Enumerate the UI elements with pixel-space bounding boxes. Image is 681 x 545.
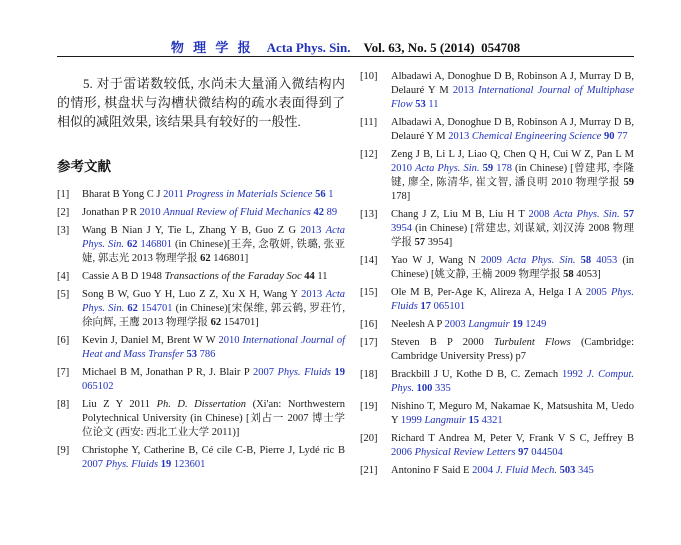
reference-text xyxy=(82,206,345,220)
reference-number: [18] xyxy=(360,369,378,380)
reference-text xyxy=(391,70,634,112)
reference-text xyxy=(82,188,345,202)
citation-link[interactable]: 786 xyxy=(199,349,216,360)
reference-number: [4] xyxy=(57,271,70,282)
reference-text xyxy=(391,208,634,250)
reference-number: [15] xyxy=(360,287,378,298)
reference-text xyxy=(391,464,634,478)
citation-link[interactable]: 3954 xyxy=(391,223,416,234)
citation-link[interactable]: 1249 xyxy=(525,319,547,330)
reference-segment: Cassie A B D 1948 xyxy=(82,271,165,282)
citation-link[interactable]: 53 xyxy=(186,349,200,360)
reference-item xyxy=(360,148,634,204)
reference-segment: (in Chinese)[王奔, 念敬妍, 铁璐, 张亚婕, 郭志光 2013 物理学报 xyxy=(82,239,346,264)
references-list-left xyxy=(57,188,345,472)
reference-segment: Richard T Andrea M, Peter V, Frank V S C, Jeffrey B xyxy=(391,433,634,444)
reference-text xyxy=(82,270,345,284)
citation-link[interactable]: Physical Review Letters xyxy=(414,447,519,458)
citation-link[interactable]: 044504 xyxy=(531,447,563,458)
citation-link[interactable]: 154701 xyxy=(141,303,176,314)
citation-link[interactable]: J. Comput. Phys. xyxy=(391,369,634,394)
reference-item xyxy=(360,286,634,314)
citation-link[interactable]: 90 xyxy=(603,131,618,142)
reference-text xyxy=(82,288,345,330)
citation-link[interactable]: 065101 xyxy=(433,301,466,312)
citation-link[interactable]: 2013 xyxy=(301,289,326,300)
citation-link[interactable]: 53 xyxy=(415,99,429,110)
reference-text xyxy=(391,400,634,428)
reference-item xyxy=(57,270,345,284)
citation-link[interactable]: 2009 xyxy=(480,255,507,266)
citation-link[interactable]: 2006 xyxy=(391,447,415,458)
reference-number: [12] xyxy=(360,149,378,160)
reference-text xyxy=(82,444,345,472)
reference-segment: 62 xyxy=(200,253,214,264)
reference-segment: Yao W J, Wang N xyxy=(391,255,481,266)
citation-link[interactable]: 57 xyxy=(623,209,634,220)
reference-text xyxy=(82,224,345,266)
reference-segment: 4053] xyxy=(576,269,601,280)
citation-link[interactable]: 62 xyxy=(127,239,141,250)
citation-link[interactable]: J. Fluid Mech. xyxy=(495,465,560,476)
reference-number: [11] xyxy=(360,117,378,128)
citation-link[interactable]: 89 xyxy=(326,207,338,218)
reference-segment: Michael B M, Jonathan P R, J. Blair P xyxy=(82,367,253,378)
reference-item xyxy=(360,368,634,396)
reference-segment: Brackbill J U, Kothe D B, C. Zemach xyxy=(391,369,562,380)
reference-text xyxy=(82,334,345,362)
citation-link[interactable]: 58 xyxy=(580,255,597,266)
citation-link[interactable]: 2010 xyxy=(391,163,416,174)
citation-link[interactable]: 2013 xyxy=(448,131,472,142)
conclusion-paragraph: 5. 对于雷诺数较低, 水尚未大量涌入微结构内的情形, 棋盘状与沟槽状微结构的疏水表面得到了相似的减阻效果, 该结果具有较好的一般性. xyxy=(57,76,345,129)
citation-link[interactable]: 19 xyxy=(512,319,526,330)
reference-text xyxy=(82,398,345,440)
reference-item xyxy=(360,116,634,144)
reference-number: [20] xyxy=(360,433,378,444)
reference-item xyxy=(360,254,634,282)
citation-link[interactable]: 42 xyxy=(313,207,327,218)
reference-item xyxy=(57,444,345,472)
citation-link[interactable]: 15 xyxy=(468,415,482,426)
citation-link[interactable]: 2011 xyxy=(163,189,187,200)
citation-link[interactable]: 2010 xyxy=(218,335,243,346)
reference-segment: Turbulent Flows xyxy=(493,337,581,348)
reference-text xyxy=(391,116,634,144)
citation-link[interactable]: Progress in Materials Science xyxy=(186,189,316,200)
citation-link[interactable]: 123601 xyxy=(173,459,206,470)
reference-segment: (Xi'an: Northwestern Polytechnical University (in Chinese) [刘占一 2007 博士学位论文 (西安: 西北工业大学 2011)] xyxy=(82,399,345,438)
reference-item xyxy=(360,464,634,478)
citation-link[interactable]: 97 xyxy=(518,447,532,458)
citation-link[interactable]: 2004 xyxy=(472,465,496,476)
reference-item xyxy=(57,206,345,220)
reference-number: [3] xyxy=(57,225,70,236)
citation-link[interactable]: Acta Phys. Sin. xyxy=(415,163,483,174)
reference-segment: Chang J Z, Liu M B, Liu H T xyxy=(391,209,529,220)
reference-item xyxy=(57,224,345,266)
citation-link[interactable]: 2013 xyxy=(452,85,479,96)
reference-text xyxy=(391,286,634,314)
reference-text xyxy=(391,148,634,204)
citation-link[interactable]: 1999 xyxy=(400,415,425,426)
reference-segment: 59 xyxy=(623,177,634,188)
reference-number: [10] xyxy=(360,71,378,82)
reference-segment: Steven B P 2000 xyxy=(391,337,494,348)
reference-segment: 44 xyxy=(304,271,318,282)
citation-link[interactable]: International Journal of Multiphase Flow xyxy=(391,85,635,110)
citation-link[interactable]: 2010 xyxy=(139,207,164,218)
reference-segment: 178] xyxy=(391,191,411,202)
reference-number: [16] xyxy=(360,319,378,330)
reference-segment: Albadawi A, Donoghue D B, Robinson A J, Murray D B, Delauré Y M xyxy=(391,117,634,142)
reference-text xyxy=(391,318,634,332)
citation-link[interactable]: 11 xyxy=(428,99,439,110)
journal-title-chinese: 物 理 学 报 xyxy=(170,40,254,55)
reference-item xyxy=(360,208,634,250)
reference-number: [8] xyxy=(57,399,70,410)
reference-segment: (in Chinese) [姚文静, 王楠 2009 物理学报 xyxy=(391,255,635,280)
reference-number: [7] xyxy=(57,367,70,378)
reference-number: [13] xyxy=(360,209,378,220)
citation-link[interactable]: 065102 xyxy=(82,381,114,392)
reference-text xyxy=(391,368,634,396)
reference-number: [21] xyxy=(360,465,378,476)
citation-link[interactable]: Langmuir xyxy=(424,415,469,426)
citation-link[interactable]: Acta Phys. Sin. xyxy=(553,209,624,220)
reference-segment: Ph. D. Dissertation xyxy=(156,399,253,410)
right-column xyxy=(360,70,634,482)
reference-segment: Transactions of the Faraday Soc xyxy=(164,271,305,282)
citation-link[interactable]: 2003 xyxy=(444,319,469,330)
reference-segment: Kevin J, Daniel M, Brent W W xyxy=(82,335,219,346)
citation-link[interactable]: 146801 xyxy=(140,239,176,250)
reference-number: [2] xyxy=(57,207,70,218)
citation-link[interactable]: 503 xyxy=(559,465,578,476)
reference-number: [17] xyxy=(360,337,378,348)
reference-segment: 57 xyxy=(414,237,428,248)
reference-segment: Jonathan P R xyxy=(82,207,140,218)
journal-title-english: Acta Phys. Sin. xyxy=(266,40,351,55)
page-header xyxy=(57,37,634,56)
reference-segment: Albadawi A, Donoghue D B, Robinson A J, Murray D B, Delauré Y M xyxy=(391,71,634,96)
citation-link[interactable]: 100 xyxy=(416,383,436,394)
header-rule xyxy=(57,56,634,57)
reference-segment: Wang B Nian J Y, Tie L, Zhang Y B, Guo Z G xyxy=(82,225,301,236)
reference-segment: (in Chinese)[宋保维, 郭云鹤, 罗荘竹, 徐向辉, 王鹰 2013 物理学报 xyxy=(82,303,346,328)
reference-segment: Bharat B Yong C J xyxy=(82,189,164,200)
reference-item xyxy=(57,288,345,330)
reference-segment: (Cambridge: Cambridge University Press) p7 xyxy=(391,337,635,362)
citation-link[interactable]: 178 xyxy=(496,163,516,174)
citation-link[interactable]: 56 xyxy=(315,189,329,200)
reference-segment: Ole M B, Per-Age K, Alireza A, Helga I A xyxy=(391,287,586,298)
citation-link[interactable]: 335 xyxy=(435,383,451,394)
citation-link[interactable]: Phys. Fluids xyxy=(277,367,335,378)
citation-link[interactable]: Chemical Engineering Science xyxy=(471,131,604,142)
reference-segment: 11 xyxy=(317,271,328,282)
citation-link[interactable]: Langmuir xyxy=(468,319,513,330)
citation-link[interactable]: 1 xyxy=(328,189,334,200)
reference-item xyxy=(57,188,345,202)
citation-link[interactable]: 2007 xyxy=(82,459,106,470)
reference-item xyxy=(57,366,345,394)
reference-number: [19] xyxy=(360,401,378,412)
citation-link[interactable]: Phys. Fluids xyxy=(391,287,635,312)
citation-link[interactable]: 19 xyxy=(160,459,174,470)
reference-segment: Zeng J B, Li L J, Liao Q, Chen Q H, Cui W Z, Pan L M xyxy=(391,149,634,160)
citation-link[interactable]: 2005 xyxy=(585,287,611,298)
left-column xyxy=(57,70,345,482)
reference-segment: Nishino T, Meguro M, Nakamae K, Matsushita M, Uedo Y xyxy=(391,401,634,426)
references-list-right xyxy=(360,70,634,478)
citation-link[interactable]: Annual Review of Fluid Mechanics xyxy=(163,207,314,218)
references-heading: 参考文献 xyxy=(57,159,111,174)
citation-link[interactable]: 1992 xyxy=(562,369,587,380)
reference-text xyxy=(82,366,345,394)
reference-number: [6] xyxy=(57,335,70,346)
reference-item xyxy=(360,336,634,364)
citation-link[interactable]: Acta Phys. Sin. xyxy=(506,255,581,266)
reference-segment: 154701] xyxy=(223,317,259,328)
citation-link[interactable]: International Journal of Heat and Mass Transfer xyxy=(82,335,345,360)
reference-item xyxy=(360,318,634,332)
reference-segment: 62 xyxy=(210,317,224,328)
reference-text xyxy=(391,336,634,364)
reference-segment: 146801] xyxy=(213,253,249,264)
citation-link[interactable]: 17 xyxy=(420,301,434,312)
reference-text xyxy=(391,432,634,460)
citation-link[interactable]: 2008 xyxy=(528,209,554,220)
reference-segment: Song B W, Guo Y H, Luo Z Z, Xu X H, Wang Y xyxy=(82,289,302,300)
reference-segment: (in Chinese) [曾建邦, 李隆键, 廖全, 陈清华, 崔文智, 潘良明 2010 物理学报 xyxy=(391,163,635,188)
reference-item xyxy=(360,432,634,460)
reference-item xyxy=(360,400,634,428)
citation-link[interactable]: 4053 xyxy=(596,255,623,266)
citation-link[interactable]: 59 xyxy=(482,163,497,174)
citation-link[interactable]: 2007 xyxy=(252,367,278,378)
citation-link[interactable]: 62 xyxy=(127,303,141,314)
citation-link[interactable]: 2013 xyxy=(300,225,326,236)
reference-item xyxy=(57,398,345,440)
citation-link[interactable]: 77 xyxy=(617,131,628,142)
reference-number: [9] xyxy=(57,445,70,456)
reference-segment: Christophe Y, Catherine B, Cé cile C-B, Pierre J, Lydé ric B xyxy=(82,445,345,456)
reference-segment: Neelesh A P xyxy=(391,319,445,330)
citation-link[interactable]: Acta Phys. Sin. xyxy=(82,225,345,250)
reference-number: [5] xyxy=(57,289,70,300)
issue-info: Vol. 63, No. 5 (2014) 054708 xyxy=(363,40,521,55)
reference-segment: 58 xyxy=(563,269,577,280)
citation-link[interactable]: 4321 xyxy=(481,415,503,426)
reference-number: [1] xyxy=(57,189,70,200)
citation-link[interactable]: 19 xyxy=(334,367,346,378)
reference-segment: (in Chinese) [常建忠, 刘谋斌, 刘汉涛 2008 物理学报 xyxy=(391,223,635,248)
citation-link[interactable]: Acta Phys. Sin. xyxy=(82,289,346,314)
reference-number: [14] xyxy=(360,255,378,266)
reference-segment: 3954] xyxy=(427,237,453,248)
reference-segment: Liu Z Y 2011 xyxy=(82,399,157,410)
two-column-body xyxy=(57,70,634,482)
reference-item xyxy=(360,70,634,112)
reference-item xyxy=(57,334,345,362)
reference-segment: Antonino F Said E xyxy=(391,465,473,476)
citation-link[interactable]: 345 xyxy=(577,465,594,476)
reference-text xyxy=(391,254,634,282)
citation-link[interactable]: Phys. Fluids xyxy=(105,459,161,470)
